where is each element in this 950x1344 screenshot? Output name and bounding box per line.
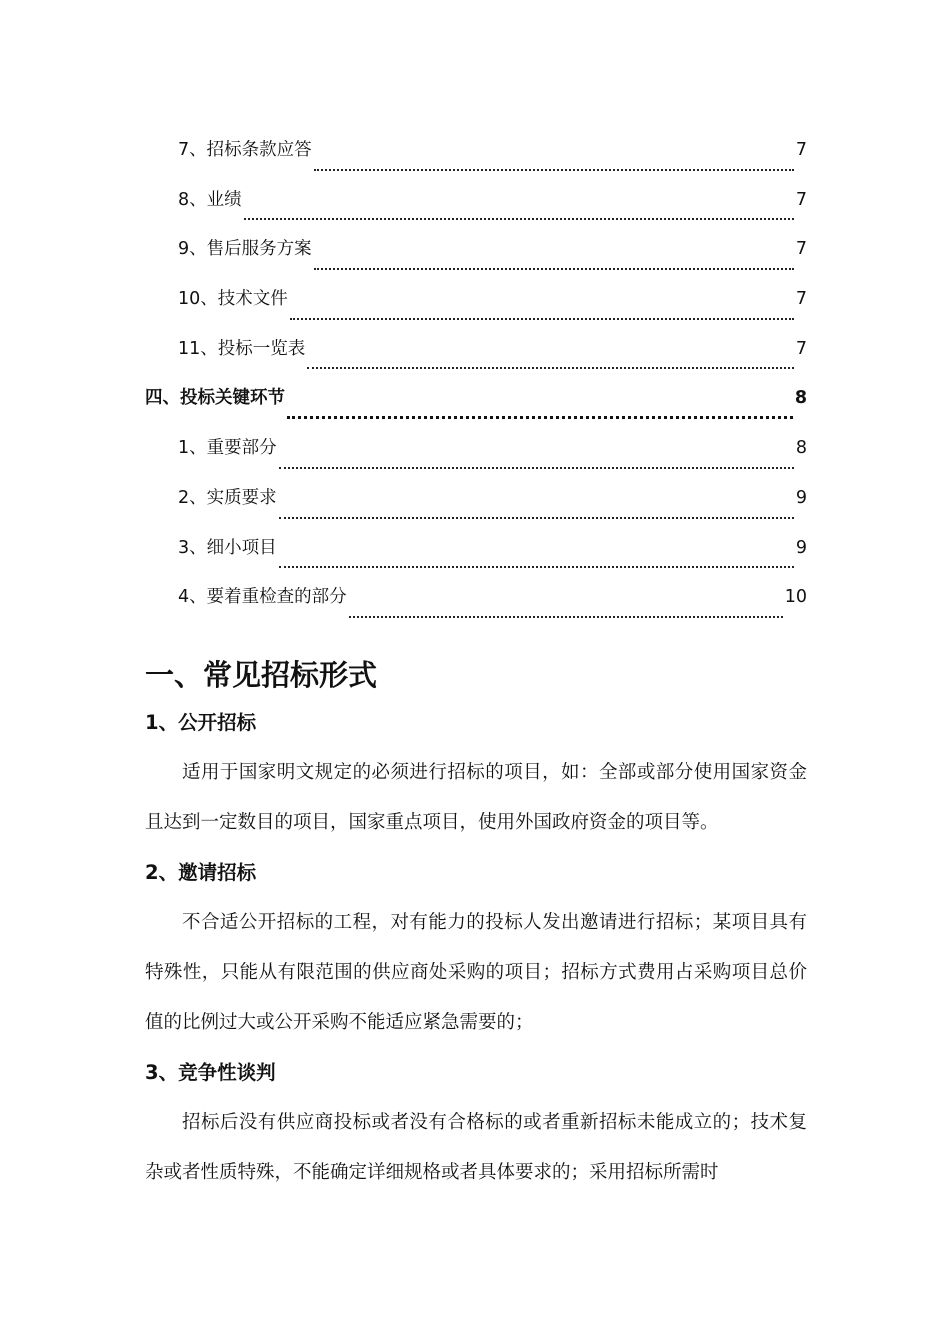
toc-entry-title: 1、重要部分 [178,438,277,459]
toc-leader-dots [314,168,794,171]
subsection-paragraph: 招标后没有供应商投标或者没有合格标的或者重新招标未能成立的；技术复杂或者性质特殊，不能确定详细规格或者具体要求的；采用招标所需时 [145,1112,807,1183]
toc-entry[interactable] [145,332,807,382]
toc-entry-title: 四、投标关键环节 [145,388,285,409]
toc-leader-dots [287,415,793,419]
toc-leader-dots [307,366,794,369]
toc-entry[interactable] [145,431,807,481]
section-content [145,652,807,1198]
toc-entry-page: 7 [795,189,807,210]
toc-entry-title: 4、要着重检查的部分 [178,587,347,608]
toc-entry-page: 10 [784,587,807,608]
toc-entry-title: 10、技术文件 [178,289,288,310]
toc-entry[interactable] [145,282,807,332]
toc-chapter-entry[interactable] [145,381,807,431]
toc-entry[interactable] [145,531,807,581]
toc-leader-dots [279,516,794,519]
toc-leader-dots [290,317,794,320]
toc-entry[interactable] [145,580,807,630]
toc-leader-dots [314,267,794,270]
toc-entry-page: 8 [794,388,807,409]
toc-entry-title: 3、细小项目 [178,537,277,558]
toc-entry-page: 7 [795,289,807,310]
toc-entry[interactable] [145,183,807,233]
toc-entry-title: 8、业绩 [178,189,242,210]
subsection-paragraph: 不合适公开招标的工程，对有能力的投标人发出邀请进行招标；某项目具有特殊性，只能从有限范围的供应商处采购的项目；招标方式费用占采购项目总价值的比例过大或公开采购不能适应紧急需要的； [145,912,807,1033]
toc-entry-page: 7 [795,338,807,359]
toc-leader-dots [244,217,794,220]
toc-entry[interactable] [145,133,807,183]
toc-leader-dots [279,466,794,469]
toc-leader-dots [279,565,794,568]
toc-entry-page: 9 [795,537,807,558]
toc-entry-page: 7 [795,140,807,160]
subsection-paragraph: 适用于国家明文规定的必须进行招标的项目，如：全部或部分使用国家资金且达到一定数目的项目，国家重点项目，使用外国政府资金的项目等。 [145,762,807,833]
toc-entry-title: 11、投标一览表 [178,338,306,359]
subsection-heading: 1、公开招标 [145,711,257,734]
table-of-contents [145,133,807,630]
toc-entry-title: 9、售后服务方案 [178,239,312,260]
toc-entry[interactable] [145,481,807,531]
subsection-heading: 2、邀请招标 [145,861,257,884]
toc-entry-page: 8 [795,438,807,459]
toc-entry-title: 7、招标条款应答 [178,140,312,160]
toc-leader-dots [349,615,783,618]
toc-entry-page: 7 [795,239,807,260]
toc-entry-page: 9 [795,487,807,508]
section-title: 一、常见招标形式 [145,658,378,692]
subsection-heading: 3、竞争性谈判 [145,1061,276,1084]
toc-entry-title: 2、实质要求 [178,487,277,508]
toc-entry[interactable] [145,232,807,282]
